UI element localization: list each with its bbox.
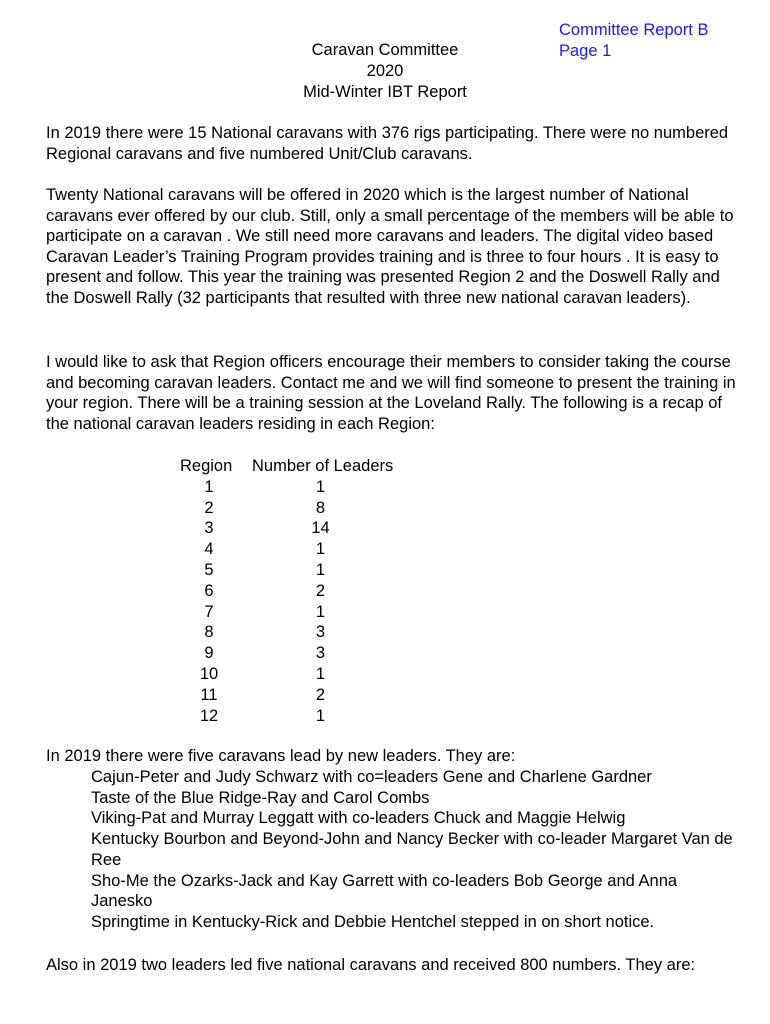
region-number: 8	[204, 623, 214, 642]
table-row	[180, 518, 403, 539]
paragraph-800-numbers: Also in 2019 two leaders led five national caravans and received 800 numbers. They are:	[46, 956, 696, 974]
list-item: Sho-Me the Ozarks-Jack and Kay Garrett with co-leaders Bob George and Anna Janesko	[91, 871, 678, 911]
list-item: Viking-Pat and Murray Leggatt with co-leaders Chuck and Maggie Helwig	[91, 809, 626, 828]
paragraph-2020-caravans: Twenty National caravans will be offered in 2020 which is the largest number of National caravans ever offered by our club. Still, only a small percentage of the members will be able to participate on a caravan . We still need more caravans and leaders. The digital video based Caravan Leader’s Training Program provides training and is three to four hours . It is easy to present and follow. This year the training was presented Region 2 and the Doswell Rally and the Doswell Rally (32 participants that resulted with three new national caravan leaders).	[46, 186, 734, 307]
report-label	[559, 20, 708, 61]
title-report: Mid-Winter IBT Report	[303, 83, 467, 101]
leader-count: 2	[315, 685, 326, 704]
leader-count: 3	[315, 644, 326, 663]
table-row	[180, 539, 403, 560]
region-number: 5	[204, 560, 214, 579]
new-leader-caravan-list	[91, 767, 741, 933]
leader-count: 1	[315, 664, 326, 683]
column-header-region: Region	[180, 457, 233, 475]
paragraph-request: I would like to ask that Region officers encourage their members to consider taking the course and becoming caravan leaders. Contact me and we will find someone to present the training in your region. There will be a training session at the Loveland Rally. The following is a recap of the national caravan leaders residing in each Region:	[46, 353, 736, 433]
paragraph-summary-2019: In 2019 there were 15 National caravans with 376 rigs participating. There were no numbered Regional caravans and five numbered Unit/Club caravans.	[46, 124, 729, 163]
table-row	[180, 560, 403, 581]
leader-count: 1	[315, 602, 326, 621]
table-row	[180, 498, 403, 519]
leader-count: 1	[315, 706, 326, 725]
table-row	[180, 664, 403, 685]
column-header-leaders: Number of Leaders	[252, 457, 394, 475]
list-item: Kentucky Bourbon and Beyond-John and Nancy Becker with co-leader Margaret Van de Ree	[91, 830, 733, 869]
title-committee: Caravan Committee	[311, 41, 459, 59]
leader-count: 2	[315, 581, 326, 600]
table-header	[180, 456, 403, 477]
table-row	[180, 706, 403, 727]
table-row	[180, 477, 403, 498]
region-number: 6	[204, 581, 214, 600]
region-number: 2	[204, 498, 214, 517]
list-item: Taste of the Blue Ridge-Ray and Carol Combs	[91, 788, 430, 807]
paragraph-new-leaders: In 2019 there were five caravans lead by new leaders. They are:	[46, 747, 516, 765]
region-number: 3	[204, 519, 214, 538]
leader-count: 1	[315, 477, 326, 496]
table-row	[180, 685, 403, 706]
table-row	[180, 643, 403, 664]
region-number: 12	[199, 706, 219, 725]
page-number: Page 1	[559, 41, 612, 60]
leader-count: 14	[311, 519, 330, 538]
list-item: Springtime in Kentucky-Rick and Debbie Hentchel stepped in on short notice.	[91, 912, 655, 931]
document-title	[230, 40, 540, 103]
region-number: 1	[204, 477, 214, 496]
title-year: 2020	[366, 62, 404, 80]
leader-count: 1	[315, 540, 326, 559]
region-number: 7	[204, 602, 214, 621]
table-row	[180, 581, 403, 602]
table-row	[180, 622, 403, 643]
report-id: Committee Report B	[559, 21, 709, 39]
leader-count: 3	[315, 623, 326, 642]
table-row	[180, 602, 403, 623]
leader-count: 1	[315, 560, 326, 579]
region-number: 10	[199, 664, 219, 683]
region-number: 4	[204, 540, 214, 559]
leaders-by-region-table	[180, 456, 403, 726]
list-item: Cajun-Peter and Judy Schwarz with co=leaders Gene and Charlene Gardner	[91, 768, 652, 786]
leader-count: 8	[315, 498, 326, 517]
region-number: 9	[204, 644, 214, 663]
region-number: 11	[200, 685, 218, 704]
